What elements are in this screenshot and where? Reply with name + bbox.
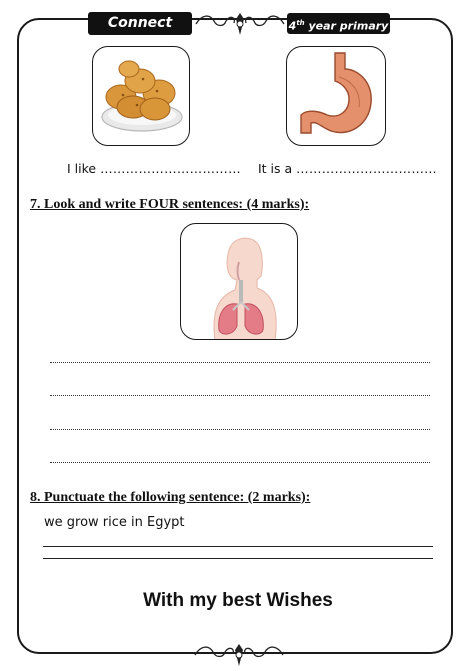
connect-badge bbox=[88, 12, 192, 35]
left-caption-text: I like bbox=[67, 161, 101, 176]
grade-suffix: th bbox=[296, 19, 305, 27]
connect-badge-text: Connect bbox=[107, 15, 173, 31]
writing-line-1[interactable] bbox=[43, 546, 433, 547]
left-answer-blank[interactable]: …………………………… bbox=[100, 161, 241, 176]
question-8-heading: 8. Punctuate the following sentence: (2 marks): bbox=[30, 490, 311, 505]
lungs-picture-icon bbox=[181, 224, 298, 340]
right-answer-blank[interactable]: …………………………… bbox=[296, 161, 437, 176]
punctuation-sentence: we grow rice in Egypt bbox=[44, 515, 185, 530]
closing-wishes: With my best Wishes bbox=[143, 590, 333, 611]
grade-text: year primary bbox=[304, 19, 389, 33]
left-caption bbox=[67, 161, 241, 176]
writing-line-2[interactable] bbox=[43, 558, 433, 559]
potatoes-picture-box bbox=[92, 46, 190, 146]
stomach-picture-icon bbox=[287, 47, 386, 146]
answer-line-3[interactable] bbox=[50, 429, 430, 430]
grade-badge bbox=[287, 13, 390, 34]
ornament-flourish-bottom-icon bbox=[191, 640, 287, 670]
right-caption bbox=[258, 161, 437, 176]
potatoes-picture-icon bbox=[93, 47, 190, 146]
answer-line-4[interactable] bbox=[50, 462, 430, 463]
question-7-heading: 7. Look and write FOUR sentences: (4 marks): bbox=[30, 197, 310, 212]
answer-line-1[interactable] bbox=[50, 362, 430, 363]
ornament-flourish-icon bbox=[192, 9, 288, 39]
stomach-picture-box bbox=[286, 46, 386, 146]
right-caption-text: It is a bbox=[258, 161, 297, 176]
answer-line-2[interactable] bbox=[50, 395, 430, 396]
lungs-picture-box bbox=[180, 223, 298, 340]
grade-number: 4 bbox=[288, 19, 297, 33]
